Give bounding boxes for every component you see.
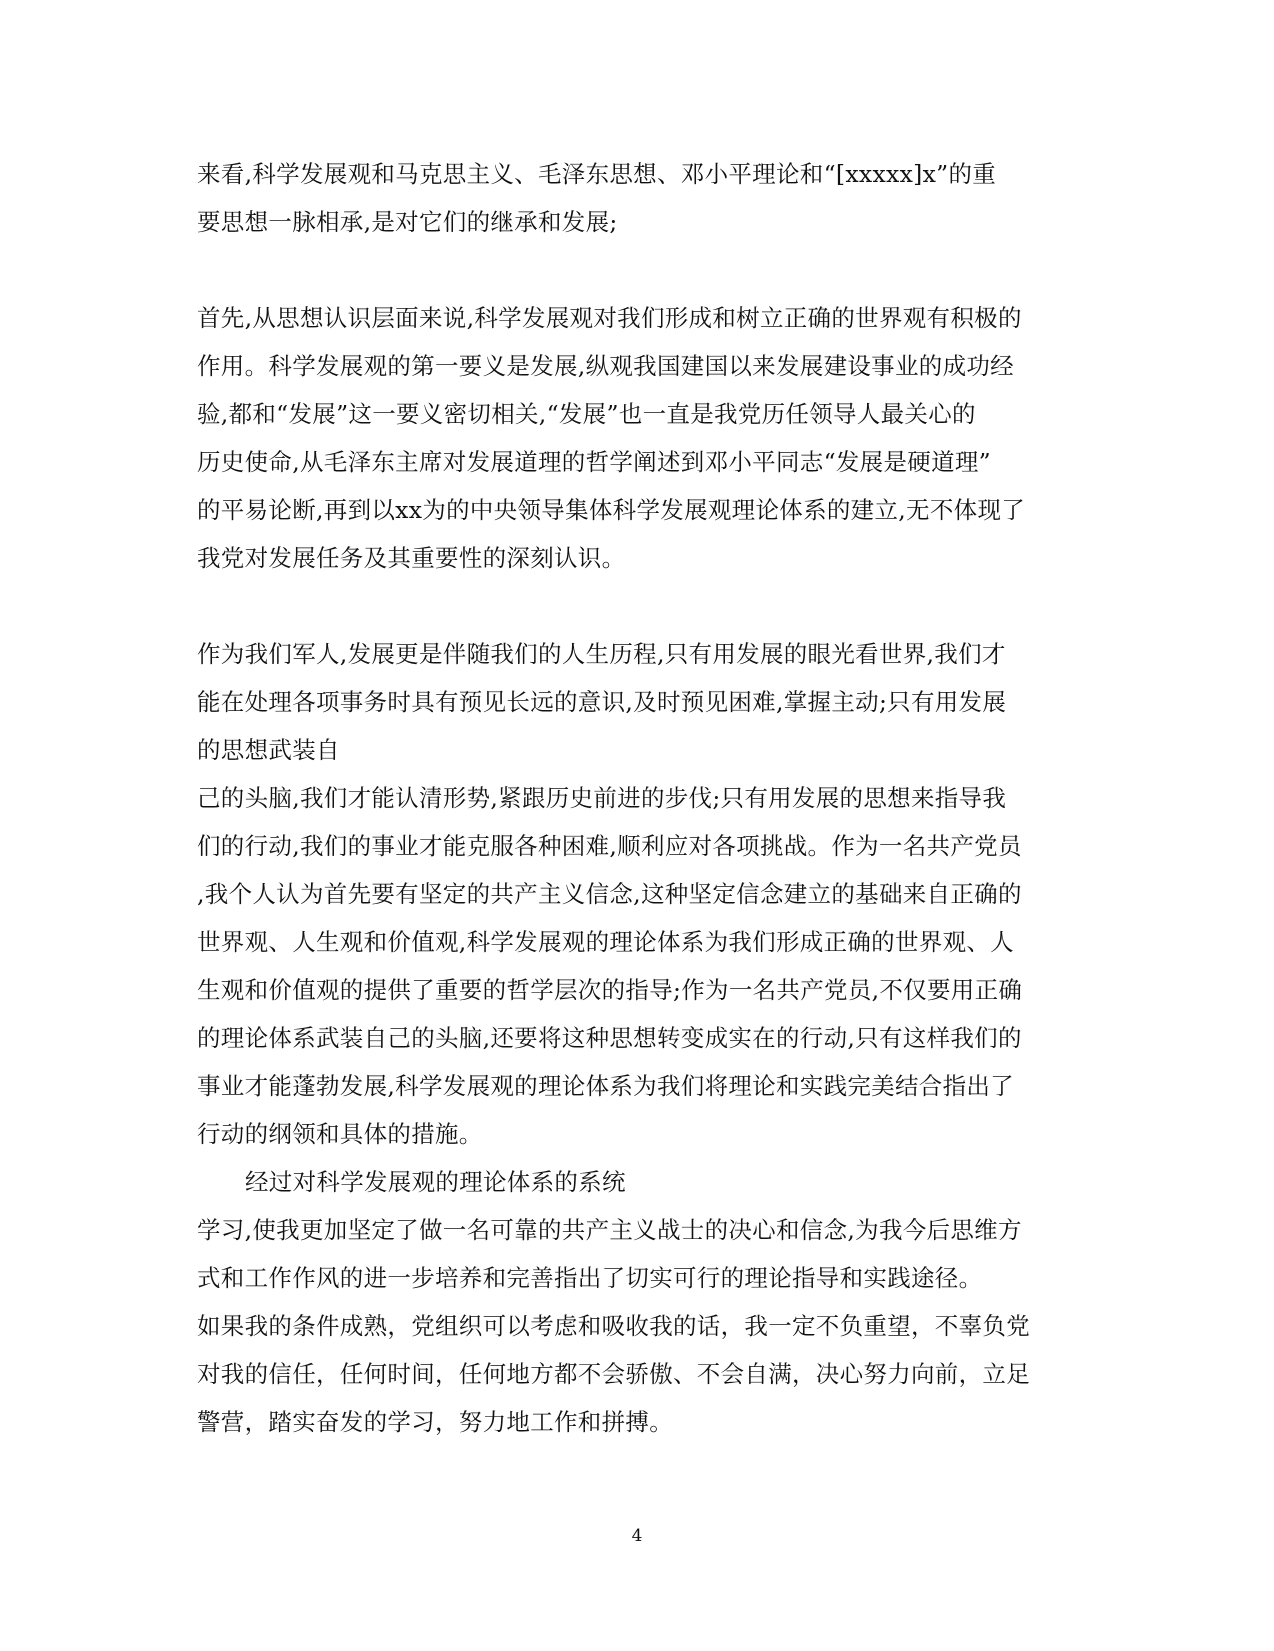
page-number: 4 xyxy=(631,1526,643,1546)
text-line: 己的头脑,我们才能认清形势,紧跟历史前进的步伐;只有用发展的思想来指导我 xyxy=(197,784,1007,812)
paragraph-2 xyxy=(197,294,1077,582)
text-line: 来看,科学发展观和马克思主义、毛泽东思想、邓小平理论和“[xxxxx]x”的重 xyxy=(197,160,997,188)
text-line: 能在处理各项事务时具有预见长远的意识,及时预见困难,掌握主动;只有用发展 xyxy=(197,688,1007,716)
text-line: 事业才能蓬勃发展,科学发展观的理论体系为我们将理论和实践完美结合指出了 xyxy=(197,1072,1014,1100)
text-line: 行动的纲领和具体的措施。 xyxy=(197,1120,483,1148)
text-line: 历史使命,从毛泽东主席对发展道理的哲学阐述到邓小平同志“发展是硬道理” xyxy=(197,448,991,476)
text-line: 的理论体系武装自己的头脑,还要将这种思想转变成实在的行动,只有这样我们的 xyxy=(197,1024,1022,1052)
text-line: 要思想一脉相承,是对它们的继承和发展; xyxy=(197,208,618,236)
text-line: 世界观、人生观和价值观,科学发展观的理论体系为我们形成正确的世界观、人 xyxy=(197,928,1014,956)
paragraph-3 xyxy=(197,630,1077,1158)
text-line: 我党对发展任务及其重要性的深刻认识。 xyxy=(197,544,626,572)
text-line: 如果我的条件成熟，党组织可以考虑和吸收我的话，我一定不负重望，不辜负党 xyxy=(197,1312,1030,1340)
text-line: 警营，踏实奋发的学习，努力地工作和拼搏。 xyxy=(197,1408,673,1436)
paragraph-gap xyxy=(197,246,1077,294)
document-body xyxy=(197,150,1077,1446)
text-line: 学习,使我更加坚定了做一名可靠的共产主义战士的决心和信念,为我今后思维方 xyxy=(197,1216,1022,1244)
text-line: 作为我们军人,发展更是伴随我们的人生历程,只有用发展的眼光看世界,我们才 xyxy=(197,640,1006,668)
paragraph-4 xyxy=(197,1158,1077,1446)
indented-text-line: 经过对科学发展观的理论体系的系统 xyxy=(245,1168,626,1196)
text-line: 的平易论断,再到以xx为的中央领导集体科学发展观理论体系的建立,无不体现了 xyxy=(197,496,1026,524)
text-line: 对我的信任，任何时间，任何地方都不会骄傲、不会自满，决心努力向前，立足 xyxy=(197,1360,1030,1388)
text-line: 生观和价值观的提供了重要的哲学层次的指导;作为一名共产党员,不仅要用正确 xyxy=(197,976,1023,1004)
text-line: ,我个人认为首先要有坚定的共产主义信念,这种坚定信念建立的基础来自正确的 xyxy=(197,880,1022,908)
text-line: 验,都和“发展”这一要义密切相关,“发展”也一直是我党历任领导人最关心的 xyxy=(197,400,976,428)
text-line: 们的行动,我们的事业才能克服各种困难,顺利应对各项挑战。作为一名共产党员 xyxy=(197,832,1022,860)
text-line: 式和工作作风的进一步培养和完善指出了切实可行的理论指导和实践途径。 xyxy=(197,1264,983,1292)
text-line: 的思想武装自 xyxy=(197,736,340,764)
paragraph-1 xyxy=(197,150,1077,246)
text-line: 首先,从思想认识层面来说,科学发展观对我们形成和树立正确的世界观有积极的 xyxy=(197,304,1022,332)
paragraph-gap xyxy=(197,582,1077,630)
text-line: 作用。科学发展观的第一要义是发展,纵观我国建国以来发展建设事业的成功经 xyxy=(197,352,1014,380)
